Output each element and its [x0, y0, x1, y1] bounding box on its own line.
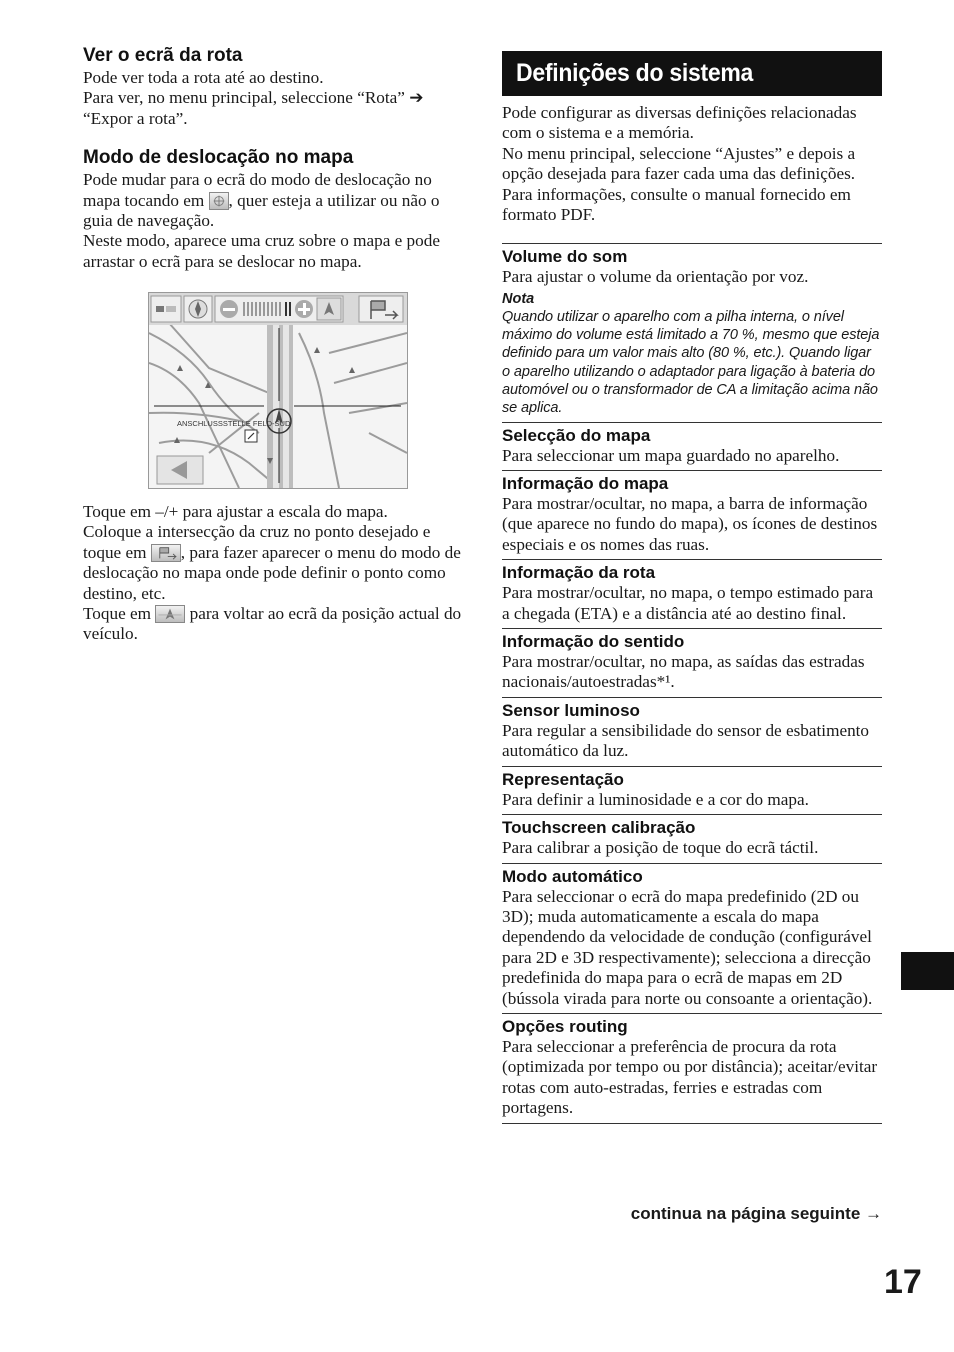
after-map-text [83, 502, 463, 645]
setting-description: Para mostrar/ocultar, no mapa, a barra de informação (que aparece no fundo do mapa), os ícones de destinos especiais e os nomes das ruas. [502, 494, 878, 554]
map-toolbar [151, 296, 403, 322]
note-text: Quando utilizar o aparelho com a pilha interna, o nível máximo do volume está limitado a 70 %, mesmo que esteja definido para um valor mais alto (80 %, etc.). Quando ligar o aparelho utilizando o adaptador para ligação à bateria do automóvel ou o transformador de CA a limitação acima não se aplica. [502, 308, 880, 417]
setting-description: Para seleccionar o ecrã do mapa predefinido (2D ou 3D); muda automaticamente a escala do mapa dependendo da velocidade de condução (configurável para 2D e 3D respectivamente); selecciona a direcção predefinida do mapa para o ecrã de mapas em 2D (bússola virada para norte ou consoante a orientação). [502, 886, 873, 1008]
route-view-line-2: Para ver, no menu principal, seleccione “Rota” ➔ [83, 88, 424, 108]
setting-description: Para ajustar o volume da orientação por voz. [502, 267, 809, 287]
section-title-bar [502, 51, 882, 96]
flag-menu-icon [151, 544, 181, 562]
route-view-line-3: “Expor a rota”. [83, 108, 188, 128]
setting-item [502, 471, 882, 560]
setting-description: Para regular a sensibilidade do sensor de esbatimento automático da luz. [502, 720, 870, 761]
vehicle-position-icon [155, 605, 185, 623]
crosshair-text-a: Coloque a intersecção da cruz no ponto desejado e toque em [83, 522, 431, 562]
intro-text [502, 103, 882, 225]
map-scroll-screenshot [148, 292, 408, 489]
setting-description: Para seleccionar um mapa guardado no aparelho. [502, 445, 840, 465]
setting-item [502, 560, 882, 629]
setting-title: Modo automático [502, 866, 643, 886]
return-paragraph [83, 604, 463, 645]
map-image [149, 293, 407, 488]
setting-item [502, 1014, 882, 1124]
zoom-instruction: Toque em –/+ para ajustar a escala do mapa. [83, 502, 388, 521]
scroll-mode-text-a: Pode mudar para o ecrã do modo de deslocação no mapa tocando em [83, 170, 432, 210]
setting-title: Selecção do mapa [502, 425, 651, 445]
setting-title: Informação do mapa [502, 474, 669, 494]
setting-description: Para calibrar a posição de toque do ecrã táctil. [502, 838, 819, 858]
setting-item [502, 629, 882, 698]
setting-title: Sensor luminoso [502, 700, 640, 720]
return-text-a: Toque em [83, 604, 156, 624]
side-tab-marker [901, 952, 954, 990]
scroll-mode-icon [209, 192, 229, 210]
setting-item [502, 815, 882, 863]
scroll-mode-paragraph-1 [83, 170, 463, 231]
settings-list [502, 243, 882, 1123]
route-view-heading: Ver o ecrã da rota [83, 45, 243, 66]
setting-description: Para mostrar/ocultar, no mapa, o tempo estimado para a chegada (ETA) e a distância até ao destino final. [502, 583, 874, 623]
setting-item [502, 244, 882, 422]
note-label: Nota [502, 290, 535, 307]
scroll-mode-text-b: , quer esteja a utilizar ou não o guia de navegação. [83, 190, 440, 231]
map-road-label: ANSCHLUSSSTELLE FELD-SUD [177, 419, 291, 428]
setting-title: Volume do som [502, 247, 628, 267]
return-text-b: para voltar ao ecrã da posição actual do veículo. [83, 604, 462, 644]
left-column [83, 44, 463, 272]
setting-title: Representação [502, 769, 624, 789]
setting-title: Touchscreen calibração [502, 818, 696, 838]
setting-item [502, 423, 882, 471]
setting-description: Para definir a luminosidade e a cor do mapa. [502, 789, 809, 809]
crosshair-text-b: , para fazer aparecer o menu do modo de deslocação no mapa onde pode definir o ponto como destino, etc. [83, 542, 461, 603]
page-number: 17 [884, 1263, 922, 1301]
continue-next-page: continua na página seguinte → [630, 1204, 882, 1223]
setting-title: Informação do sentido [502, 632, 685, 652]
intro-paragraph-2: No menu principal, seleccione “Ajustes” e depois a opção desejada para fazer cada uma das definições. [502, 143, 856, 184]
intro-paragraph-1: Pode configurar as diversas definições relacionadas com o sistema e a memória. [502, 103, 857, 143]
setting-title: Informação da rota [502, 563, 656, 583]
setting-description: Para seleccionar a preferência de procura da rota (optimizada por tempo ou por distância); aceitar/evitar rotas com auto-estradas, ferries e estradas com portagens. [502, 1036, 878, 1118]
section-title: Definições do sistema [516, 59, 754, 87]
intro-paragraph-3: Para informações, consulte o manual fornecido em formato PDF. [502, 184, 851, 225]
setting-title: Opções routing [502, 1016, 628, 1036]
setting-item [502, 864, 882, 1014]
setting-item [502, 767, 882, 815]
crosshair-paragraph [83, 522, 463, 604]
route-view-line-1: Pode ver toda a rota até ao destino. [83, 68, 324, 87]
scroll-mode-paragraph-2: Neste modo, aparece uma cruz sobre o mapa e pode arrastar o ecrã para se deslocar no mapa. [83, 231, 440, 271]
scroll-mode-heading: Modo de deslocação no mapa [83, 147, 354, 169]
setting-item [502, 698, 882, 767]
right-column [502, 51, 882, 1124]
setting-description: Para mostrar/ocultar, no mapa, as saídas das estradas nacionais/autoestradas*¹. [502, 652, 865, 692]
